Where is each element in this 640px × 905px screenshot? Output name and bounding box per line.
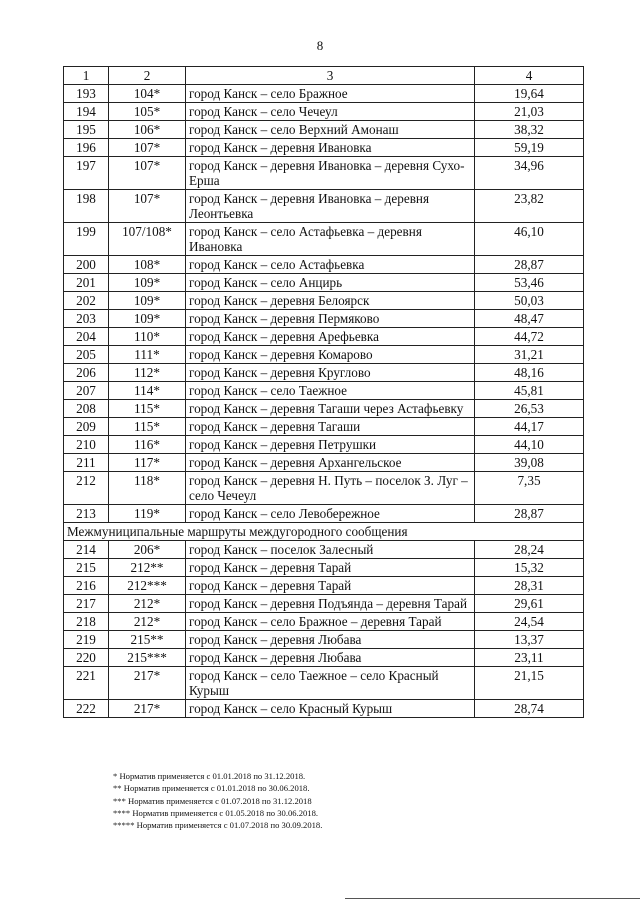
row-number: 203 (64, 310, 109, 328)
route-value: 23,82 (475, 190, 584, 223)
table-row (64, 364, 584, 382)
table-header-row (64, 67, 584, 85)
route-code: 119* (109, 505, 186, 523)
row-number: 194 (64, 103, 109, 121)
bottom-rule (345, 898, 640, 899)
row-number: 215 (64, 559, 109, 577)
route-name: город Канск – село Таежное (186, 382, 475, 400)
row-number: 197 (64, 157, 109, 190)
route-code: 217* (109, 667, 186, 700)
route-name: город Канск – село Таежное – село Красный Курыш (186, 667, 475, 700)
route-name: город Канск – деревня Комарово (186, 346, 475, 364)
route-value: 21,03 (475, 103, 584, 121)
row-number: 204 (64, 328, 109, 346)
routes-table-body (64, 67, 584, 718)
row-number: 198 (64, 190, 109, 223)
route-name: город Канск – деревня Любава (186, 631, 475, 649)
route-name: город Канск – деревня Пермяково (186, 310, 475, 328)
route-value: 28,87 (475, 505, 584, 523)
route-code: 109* (109, 274, 186, 292)
route-name: город Канск – деревня Тарай (186, 559, 475, 577)
row-number: 201 (64, 274, 109, 292)
table-row (64, 541, 584, 559)
route-code: 108* (109, 256, 186, 274)
route-name: город Канск – деревня Тагаши через Астафьевку (186, 400, 475, 418)
route-name: город Канск – село Бражное – деревня Тарай (186, 613, 475, 631)
route-value: 44,17 (475, 418, 584, 436)
route-value: 34,96 (475, 157, 584, 190)
route-name: город Канск – деревня Любава (186, 649, 475, 667)
table-row (64, 649, 584, 667)
footnote-4: **** Норматив применяется с 01.05.2018 по 30.06.2018. (113, 807, 319, 818)
route-code: 118* (109, 472, 186, 505)
table-row (64, 436, 584, 454)
footnote-1: * Норматив применяется с 01.01.2018 по 31.12.2018. (113, 771, 306, 781)
route-code: 115* (109, 418, 186, 436)
route-value: 28,74 (475, 700, 584, 718)
route-value: 44,72 (475, 328, 584, 346)
route-code: 107* (109, 190, 186, 223)
route-value: 15,32 (475, 559, 584, 577)
table-row (64, 613, 584, 631)
route-value: 44,10 (475, 436, 584, 454)
page-number: 8 (316, 38, 324, 53)
row-number: 213 (64, 505, 109, 523)
route-value: 19,64 (475, 85, 584, 103)
route-name: город Канск – село Верхний Амонаш (186, 121, 475, 139)
footnote-2: ** Норматив применяется с 01.01.2018 по 30.06.2018. (113, 783, 310, 794)
footnote-3: *** Норматив применяется с 01.07.2018 по 31.12.2018 (113, 795, 312, 806)
table-row (64, 190, 584, 223)
row-number: 216 (64, 577, 109, 595)
table-row (64, 274, 584, 292)
route-value: 53,46 (475, 274, 584, 292)
route-name: город Канск – деревня Тагаши (186, 418, 475, 436)
route-value: 38,32 (475, 121, 584, 139)
route-name: город Канск – деревня Архангельское (186, 454, 475, 472)
route-name: город Канск – село Левобережное (186, 505, 475, 523)
route-name: город Канск – деревня Н. Путь – поселок З. Луг – село Чечеул (186, 472, 475, 505)
route-value: 46,10 (475, 223, 584, 256)
table-row (64, 505, 584, 523)
row-number: 220 (64, 649, 109, 667)
row-number: 199 (64, 223, 109, 256)
table-row (64, 292, 584, 310)
route-value: 50,03 (475, 292, 584, 310)
row-number: 195 (64, 121, 109, 139)
route-code: 212** (109, 559, 186, 577)
row-number: 218 (64, 613, 109, 631)
header-col-4: 4 (475, 67, 584, 85)
route-value: 23,11 (475, 649, 584, 667)
route-name: город Канск – деревня Петрушки (186, 436, 475, 454)
route-value: 31,21 (475, 346, 584, 364)
route-name: город Канск – село Бражное (186, 85, 475, 103)
table-row (64, 85, 584, 103)
route-name: город Канск – деревня Белоярск (186, 292, 475, 310)
route-value: 28,87 (475, 256, 584, 274)
section-title: Межмуниципальные маршруты междугородного сообщения (64, 523, 584, 541)
route-code: 104* (109, 85, 186, 103)
route-code: 117* (109, 454, 186, 472)
route-code: 107/108* (109, 223, 186, 256)
footnote-5: ***** Норматив применяется с 01.07.2018 по 30.09.2018. (113, 820, 323, 831)
route-name: город Канск – деревня Ивановка – деревня Леонтьевка (186, 190, 475, 223)
table-row (64, 382, 584, 400)
route-code: 106* (109, 121, 186, 139)
row-number: 217 (64, 595, 109, 613)
header-col-2: 2 (109, 67, 186, 85)
row-number: 193 (64, 85, 109, 103)
route-code: 107* (109, 157, 186, 190)
route-name: город Канск – село Астафьевка (186, 256, 475, 274)
route-name: город Канск – деревня Круглово (186, 364, 475, 382)
table-row (64, 631, 584, 649)
table-row (64, 577, 584, 595)
routes-table (63, 66, 584, 718)
row-number: 209 (64, 418, 109, 436)
route-name: город Канск – деревня Подъянда – деревня Тарай (186, 595, 475, 613)
table-row (64, 256, 584, 274)
route-code: 115* (109, 400, 186, 418)
row-number: 205 (64, 346, 109, 364)
route-code: 112* (109, 364, 186, 382)
row-number: 210 (64, 436, 109, 454)
route-name: город Канск – село Анцирь (186, 274, 475, 292)
section-row (64, 523, 584, 541)
route-name: город Канск – деревня Тарай (186, 577, 475, 595)
route-value: 48,16 (475, 364, 584, 382)
table-row (64, 400, 584, 418)
table-row (64, 454, 584, 472)
table-row (64, 157, 584, 190)
row-number: 196 (64, 139, 109, 157)
route-name: город Канск – деревня Арефьевка (186, 328, 475, 346)
route-code: 114* (109, 382, 186, 400)
route-code: 107* (109, 139, 186, 157)
route-code: 217* (109, 700, 186, 718)
row-number: 208 (64, 400, 109, 418)
table-row (64, 472, 584, 505)
table-row (64, 310, 584, 328)
table-row (64, 418, 584, 436)
route-name: город Канск – деревня Ивановка – деревня Сухо-Ерша (186, 157, 475, 190)
route-code: 212* (109, 613, 186, 631)
table-row (64, 700, 584, 718)
row-number: 202 (64, 292, 109, 310)
route-code: 109* (109, 310, 186, 328)
route-value: 59,19 (475, 139, 584, 157)
route-name: город Канск – поселок Залесный (186, 541, 475, 559)
route-value: 13,37 (475, 631, 584, 649)
route-value: 26,53 (475, 400, 584, 418)
row-number: 206 (64, 364, 109, 382)
row-number: 200 (64, 256, 109, 274)
table-row (64, 595, 584, 613)
route-code: 109* (109, 292, 186, 310)
row-number: 219 (64, 631, 109, 649)
route-value: 28,24 (475, 541, 584, 559)
route-code: 212*** (109, 577, 186, 595)
route-name: город Канск – село Красный Курыш (186, 700, 475, 718)
row-number: 222 (64, 700, 109, 718)
table-row (64, 346, 584, 364)
route-code: 111* (109, 346, 186, 364)
row-number: 214 (64, 541, 109, 559)
route-value: 48,47 (475, 310, 584, 328)
row-number: 207 (64, 382, 109, 400)
route-value: 28,31 (475, 577, 584, 595)
table-row (64, 121, 584, 139)
row-number: 211 (64, 454, 109, 472)
route-value: 29,61 (475, 595, 584, 613)
route-code: 110* (109, 328, 186, 346)
route-name: город Канск – село Чечеул (186, 103, 475, 121)
table-row (64, 667, 584, 700)
route-name: город Канск – село Астафьевка – деревня Ивановка (186, 223, 475, 256)
table-row (64, 103, 584, 121)
table-row (64, 139, 584, 157)
footnotes (113, 770, 322, 831)
route-code: 215** (109, 631, 186, 649)
table-row (64, 223, 584, 256)
route-name: город Канск – деревня Ивановка (186, 139, 475, 157)
route-value: 24,54 (475, 613, 584, 631)
route-code: 215*** (109, 649, 186, 667)
route-value: 21,15 (475, 667, 584, 700)
route-value: 45,81 (475, 382, 584, 400)
row-number: 221 (64, 667, 109, 700)
header-col-1: 1 (64, 67, 109, 85)
route-code: 212* (109, 595, 186, 613)
route-value: 7,35 (475, 472, 584, 505)
route-code: 116* (109, 436, 186, 454)
table-row (64, 328, 584, 346)
route-value: 39,08 (475, 454, 584, 472)
table-row (64, 559, 584, 577)
route-code: 206* (109, 541, 186, 559)
row-number: 212 (64, 472, 109, 505)
route-code: 105* (109, 103, 186, 121)
header-col-3: 3 (186, 67, 475, 85)
